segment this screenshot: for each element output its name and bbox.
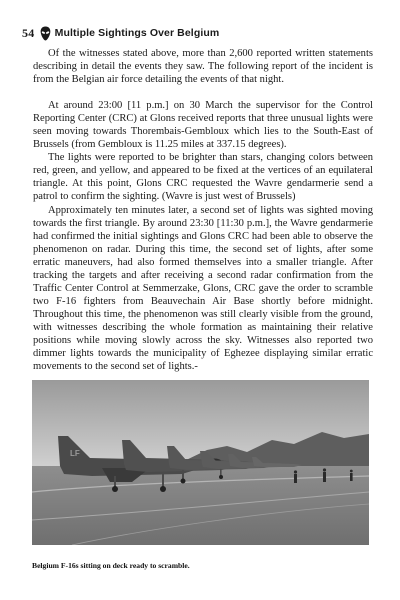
paragraph-lights-description: The lights were reported to be brighter than stars, changing colors between red, green, and yellow, and appeared to be fixed at the vertices of an equilateral triangle. At this point, Glons CRC requested the Wavre gendarmerie send a patrol to confirm the sighting. (Wavre is just west of Brussels) xyxy=(33,152,373,203)
paragraph-control-center: At around 23:00 [11 p.m.] on 30 March the supervisor for the Control Reporting Center (CRC) at Glons received reports that three unusual lights were seen moving towards Thorembais-Gembloux which lies to the South-East of Brussels (from Gembloux is 11.25 miles at 337.15 degrees). xyxy=(33,100,373,151)
paragraph-witnesses: Of the witnesses stated above, more than 2,600 reported written statements describing in detail the events they saw. The following report of the incident is from the Belgian air force detailing the events of that night. xyxy=(33,48,373,86)
paragraph-second-set: Approximately ten minutes later, a second set of lights was sighted moving towards the first triangle. By around 23:30 [11:30 p.m.], the Wavre gendarmerie had confirmed the initial sightings and Glons CRC had been able to observe the phenomenon on radar. During this time, the second set of lights, after some erratic maneuvers, had also formed themselves into a smaller triangle. After tracking the targets and after receiving a second radar confirmation from the Traffic Center Control at Semmerzake, Glons, CRC gave the order to scramble two F-16 fighters from Beauvechain Air Base shortly before midnight. Throughout this time, the phenomenon was still clearly visible from the ground, with witnesses describing the whole formation as maintaining their relative positions while moving slowly across the sky. Witnesses also reported two dimmer lights towards the municipality of Eghezee displaying similar erratic movements to the second set of lights.- xyxy=(33,204,373,373)
alien-head-icon xyxy=(40,26,51,41)
running-title: Multiple Sightings Over Belgium xyxy=(54,27,220,39)
photo-caption: Belgium F-16s sitting on deck ready to scramble. xyxy=(32,561,190,570)
svg-text:LF: LF xyxy=(70,449,80,458)
f16-photo xyxy=(32,380,369,545)
body-text xyxy=(33,47,373,373)
page-header xyxy=(22,25,382,41)
page-number: 54 xyxy=(22,25,35,40)
